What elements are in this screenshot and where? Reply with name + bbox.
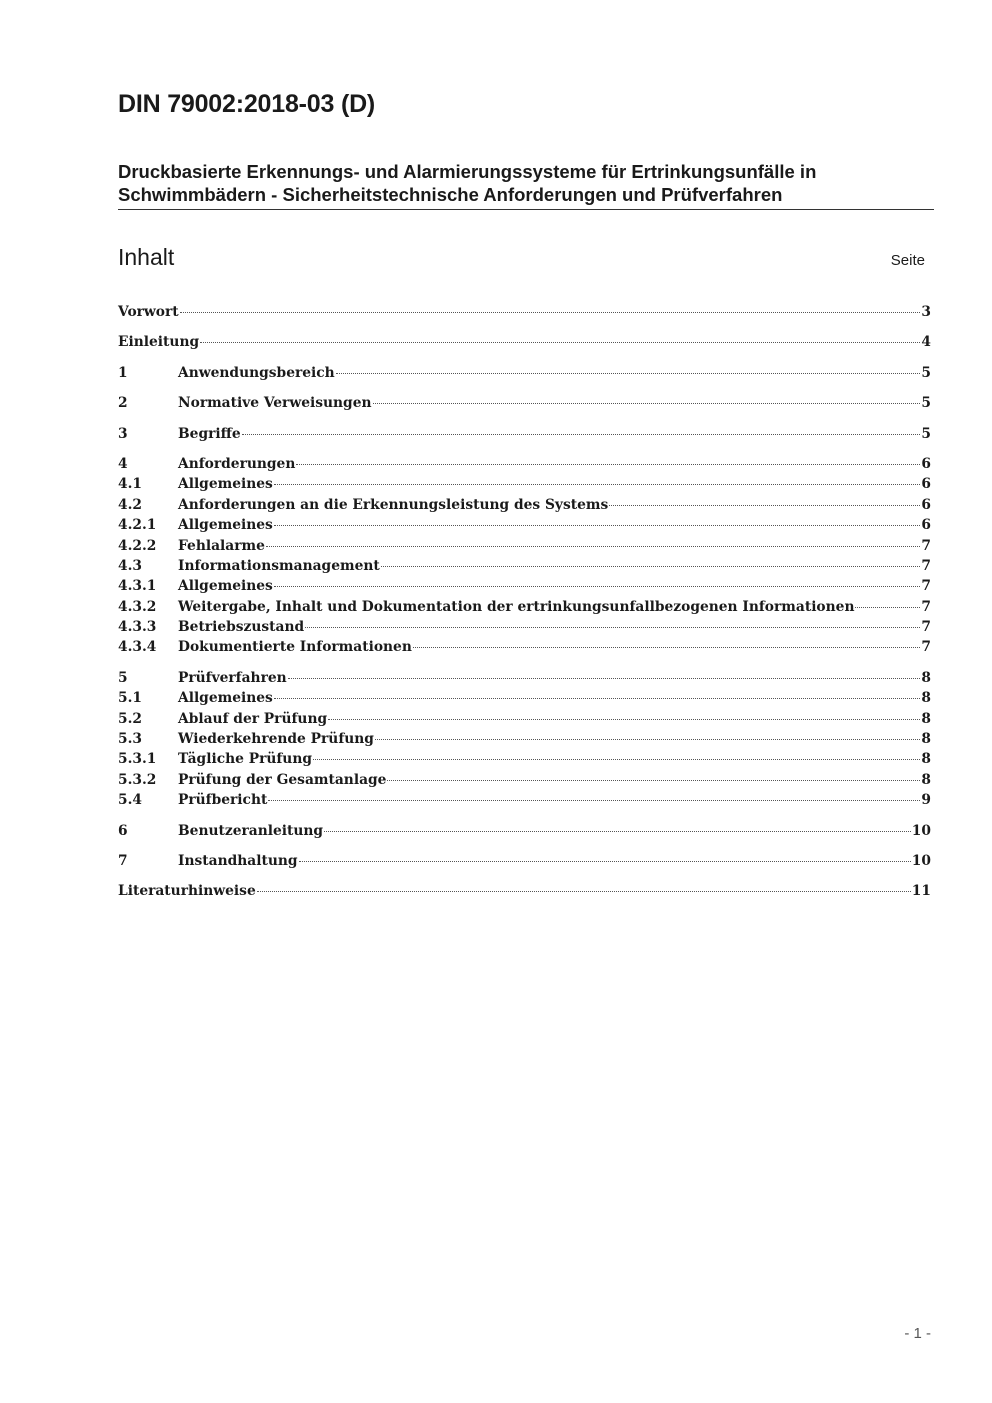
toc-entry[interactable] (118, 332, 931, 352)
toc-entry-page: 8 (921, 751, 931, 768)
toc-entry-title: Informationsmanagement (178, 557, 380, 574)
toc-entry-title: Tägliche Prüfung (178, 751, 313, 768)
toc-dot-leader (336, 373, 921, 374)
toc-entry-title: Fehlalarme (178, 537, 265, 554)
toc-dot-leader (328, 719, 920, 720)
toc-entry-title: Vorwort (118, 304, 179, 320)
toc-entry-page: 10 (911, 822, 931, 839)
toc-entry-page: 8 (921, 690, 931, 707)
toc-dot-leader (305, 627, 920, 628)
document-id: DIN 79002:2018-03 (D) (118, 90, 376, 118)
toc-entry-number: 4.1 (118, 476, 143, 493)
toc-entry-page: 6 (921, 455, 931, 472)
toc-entry[interactable] (118, 790, 931, 810)
toc-entry[interactable] (118, 302, 931, 322)
toc-entry[interactable] (118, 749, 931, 769)
toc-dot-leader (288, 678, 921, 679)
toc-entry-title: Prüfung der Gesamtanlage (178, 771, 387, 788)
toc-dot-leader (274, 586, 921, 587)
toc-entry-title: Wiederkehrende Prüfung (178, 731, 374, 748)
toc-entry-title: Allgemeines (178, 690, 273, 707)
toc-entry-number: 1 (118, 364, 128, 381)
toc-dot-leader (313, 759, 920, 760)
toc-entry-page: 3 (921, 304, 931, 320)
toc-entry-title: Anforderungen an die Erkennungsleistung des Systems (178, 496, 609, 513)
toc-entry-number: 4.3.1 (118, 578, 157, 595)
toc-entry-title: Allgemeines (178, 578, 273, 595)
toc-entry-title: Weitergabe, Inhalt und Dokumentation der ertrinkungsunfallbezogenen Informationen (178, 598, 855, 615)
toc-dot-leader (387, 780, 920, 781)
toc-entry-number: 4.2 (118, 496, 143, 513)
toc-entry-page: 8 (921, 669, 931, 686)
toc-entry[interactable] (118, 576, 931, 596)
toc-dot-leader (266, 546, 921, 547)
toc-dot-leader (413, 647, 921, 648)
toc-entry-page: 6 (921, 496, 931, 513)
toc-entry-number: 5.2 (118, 710, 143, 727)
toc-dot-leader (609, 505, 920, 506)
toc-dot-leader (373, 403, 921, 404)
toc-entry[interactable] (118, 474, 931, 494)
toc-entry-number: 4.2.1 (118, 517, 157, 534)
toc-entry-title: Einleitung (118, 334, 200, 351)
toc-dot-leader (381, 566, 921, 567)
toc-entry[interactable] (118, 515, 931, 535)
toc-entry[interactable] (118, 536, 931, 556)
toc-entry-page: 10 (911, 852, 931, 869)
toc-entry-page: 7 (921, 619, 931, 636)
toc-entry-title: Literaturhinweise (118, 883, 256, 900)
toc-entry-title: Betriebszustand (178, 619, 305, 636)
toc-entry[interactable] (118, 770, 931, 790)
document-title-line-2: Schwimmbädern - Sicherheitstechnische Anforderungen und Prüfverfahren (118, 184, 783, 205)
toc-entry-number: 4.2.2 (118, 537, 157, 554)
toc-entry[interactable] (118, 668, 931, 688)
toc-entry-page: 8 (921, 710, 931, 727)
toc-entry-title: Benutzeranleitung (178, 822, 324, 839)
toc-entry-page: 11 (911, 883, 931, 900)
toc-entry-page: 4 (921, 334, 931, 351)
toc-entry-number: 5.3 (118, 731, 143, 748)
toc-entry-page: 6 (921, 517, 931, 534)
toc-entry[interactable] (118, 454, 931, 474)
toc-entry-number: 2 (118, 395, 128, 412)
toc-page-column-label: Seite (890, 252, 925, 269)
document-title (118, 160, 934, 210)
toc-entry[interactable] (118, 617, 931, 637)
toc-entry-page: 8 (921, 731, 931, 748)
toc-entry-number: 5.4 (118, 792, 143, 809)
toc-header (118, 244, 925, 276)
toc-entry[interactable] (118, 556, 931, 576)
toc-entry-page: 9 (921, 792, 931, 809)
toc-entry-page: 7 (921, 598, 931, 615)
toc-dot-leader (200, 342, 920, 343)
toc-entry-page: 7 (921, 639, 931, 656)
toc-entry-number: 5.3.1 (118, 751, 157, 768)
toc-dot-leader (299, 861, 911, 862)
toc-entry-title: Normative Verweisungen (178, 395, 372, 412)
toc-entry-page: 5 (921, 364, 931, 381)
toc-entry[interactable] (118, 688, 931, 708)
toc-entry[interactable] (118, 881, 931, 901)
toc-entry[interactable] (118, 393, 931, 413)
toc-entry-title: Ablauf der Prüfung (178, 710, 328, 727)
table-of-contents (118, 302, 931, 902)
toc-entry-number: 5.1 (118, 690, 143, 707)
toc-entry[interactable] (118, 821, 931, 841)
toc-entry-title: Begriffe (178, 425, 241, 442)
toc-entry-number: 5.3.2 (118, 771, 157, 788)
toc-entry-number: 6 (118, 822, 128, 839)
toc-entry-page: 6 (921, 476, 931, 493)
page-number: - 1 - (904, 1325, 931, 1342)
toc-entry[interactable] (118, 363, 931, 383)
toc-entry-number: 4.3.3 (118, 619, 157, 636)
toc-entry-title: Dokumentierte Informationen (178, 639, 412, 656)
toc-entry-number: 5 (118, 669, 128, 686)
toc-entry-number: 4.3.2 (118, 598, 157, 615)
toc-dot-leader (274, 525, 921, 526)
toc-entry-title: Allgemeines (178, 476, 273, 493)
toc-entry-title: Allgemeines (178, 517, 273, 534)
document-title-line-1: Druckbasierte Erkennungs- und Alarmierungssysteme für Ertrinkungsunfälle in (118, 161, 817, 182)
toc-entry-page: 5 (921, 425, 931, 442)
toc-dot-leader (274, 698, 921, 699)
toc-entry-page: 7 (921, 578, 931, 595)
toc-heading: Inhalt (118, 244, 175, 270)
toc-entry-number: 4.3 (118, 557, 143, 574)
toc-dot-leader (268, 800, 920, 801)
toc-entry[interactable] (118, 709, 931, 729)
toc-entry[interactable] (118, 495, 931, 515)
toc-entry-title: Prüfverfahren (178, 669, 287, 686)
toc-entry[interactable] (118, 597, 931, 617)
toc-dot-leader (375, 739, 920, 740)
toc-dot-leader (855, 607, 920, 608)
toc-entry-number: 4.3.4 (118, 639, 157, 656)
toc-dot-leader (324, 831, 911, 832)
toc-entry-page: 8 (921, 771, 931, 788)
toc-entry-title: Anwendungsbereich (178, 364, 335, 381)
toc-entry-number: 4 (118, 455, 128, 472)
toc-dot-leader (257, 891, 911, 892)
toc-entry-number: 3 (118, 425, 128, 442)
toc-dot-leader (180, 312, 921, 313)
toc-entry-title: Prüfbericht (178, 792, 268, 809)
toc-entry-page: 7 (921, 557, 931, 574)
toc-entry-title: Anforderungen (178, 455, 296, 472)
toc-entry[interactable] (118, 424, 931, 444)
toc-entry[interactable] (118, 729, 931, 749)
toc-entry[interactable] (118, 637, 931, 657)
toc-dot-leader (296, 464, 920, 465)
toc-entry-page: 7 (921, 537, 931, 554)
toc-entry[interactable] (118, 851, 931, 871)
toc-entry-number: 7 (118, 852, 128, 869)
toc-dot-leader (242, 434, 921, 435)
toc-dot-leader (274, 484, 921, 485)
toc-entry-page: 5 (921, 395, 931, 412)
toc-entry-title: Instandhaltung (178, 852, 298, 869)
